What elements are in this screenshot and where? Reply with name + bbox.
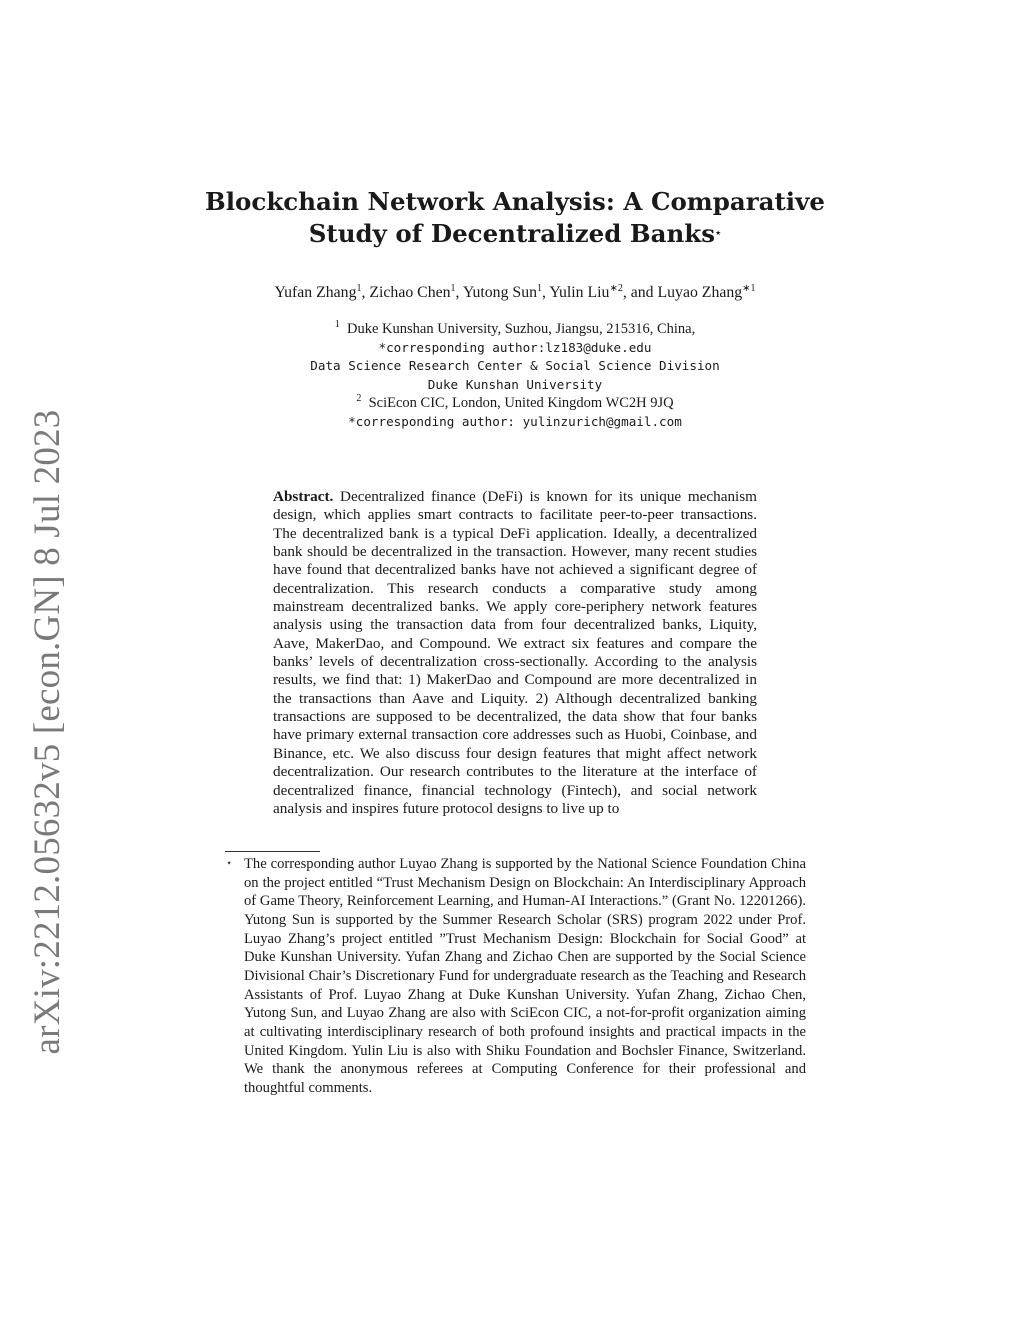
arxiv-identifier: arXiv:2212.05632v5 [econ.GN] 8 Jul 2023	[27, 409, 68, 1055]
footnote-text: The corresponding author Luyao Zhang is supported by the National Science Foundation China on the project entitled “Trust Mechanism Design on Blockchain: An Interdisciplinary Approach of Game Theory, Reinforcement Learning, and Human-AI Interactions.” (Grant No. 12201266). Yutong Sun is supported by the Summer Research Scholar (SRS) program 2022 under Prof. Luyao Zhang’s project entitled ”Trust Mechanism Design: Blockchain for Social Good” at Duke Kunshan University. Yufan Zhang and Zichao Chen are supported by the Social Science Divisional Chair’s Discretionary Fund for undergraduate research as the Teaching and Research Assistants of Prof. Luyao Zhang at Duke Kunshan University. Yufan Zhang, Zichao Chen, Yutong Sun, and Luyao Zhang are also with SciEcon CIC, a not-for-profit organization aiming at cultivating interdisciplinary research of both profound insights and practical impacts in the United Kingdom. Yulin Liu is also with Shiku Foundation and Bochsler Finance, Switzerland. We thank the anonymous referees at Computing Conference for their professional and thoughtful comments.	[244, 856, 806, 1096]
affiliation-mark: 1	[334, 319, 340, 330]
affiliations	[220, 320, 810, 432]
abstract-label: Abstract.	[273, 488, 334, 505]
author-name: Yutong Sun	[462, 284, 538, 301]
author-separator: ,	[455, 284, 463, 301]
affiliation-1	[220, 320, 810, 339]
affiliation-2-text: SciEcon CIC, London, United Kingdom WC2H 9JQ	[368, 395, 674, 412]
affiliation-1-contact: *corresponding author:lz183@duke.edu	[378, 339, 652, 355]
footnote-mark: ⋆	[226, 858, 233, 869]
paper-title	[200, 186, 830, 250]
author-affiliation-mark: ∗1	[742, 283, 756, 294]
title-footnote-mark: ⋆	[715, 228, 722, 239]
footnote	[226, 855, 806, 1098]
title-line-2	[200, 218, 830, 250]
author-name: Yulin Liu	[549, 284, 610, 301]
affiliation-mark: 2	[356, 393, 362, 405]
author-separator: ,	[542, 284, 550, 301]
title-line-1: Blockchain Network Analysis: A Comparative	[205, 187, 825, 216]
author-name: Yufan Zhang	[274, 284, 357, 301]
author-name: Luyao Zhang	[657, 284, 743, 301]
author-list	[170, 284, 860, 302]
author-affiliation-mark: 1	[356, 283, 362, 294]
abstract-text: Decentralized finance (DeFi) is known for its unique mechanism design, which applies smart contracts to facilitate peer-to-peer transactions. The decentralized bank is a typical DeFi application. Ideally, a decentralized bank should be decentralized in the transaction. However, many recent studies have found that decentralized banks have not achieved a significant degree of decentralization. This research conducts a comparative study among mainstream decentralized banks. We apply core-periphery network features analysis using the transaction data from four decentralized banks, Liquity, Aave, MakerDao, and Compound. We extract six features and compare the banks’ levels of decentralization cross-sectionally. According to the analysis results, we find that: 1) MakerDao and Compound are more decentralized in the transactions than Aave and Liquity. 2) Although decentralized banking transactions are supposed to be decentralized, the data show that four banks have primary external transaction core addresses such as Huobi, Coinbase, and Binance, etc. We also discuss four design features that might affect network decentralization. Our research contributes to the literature at the interface of decentralized finance, financial technology (Fintech), and social network analysis and inspires future protocol designs to live up to	[273, 488, 758, 817]
affiliation-2	[220, 394, 810, 413]
author-affiliation-mark: ∗2	[609, 283, 623, 294]
affiliation-1-center: Data Science Research Center & Social Science Division	[310, 358, 720, 374]
author-separator: ,	[361, 284, 370, 301]
affiliation-1-university: Duke Kunshan University	[427, 376, 603, 392]
affiliation-1-text: Duke Kunshan University, Suzhou, Jiangsu, 215316, China,	[347, 321, 696, 337]
author-separator: , and	[622, 284, 658, 301]
title-line-2-text: Study of Decentralized Banks	[308, 219, 716, 248]
author-affiliation-mark: 1	[450, 283, 456, 294]
footnote-rule	[225, 851, 320, 852]
author-name: Zichao Chen	[369, 284, 451, 301]
author-affiliation-mark: 1	[537, 283, 543, 294]
abstract	[273, 488, 757, 818]
affiliation-2-contact: *corresponding author: yulinzurich@gmail.com	[348, 413, 682, 429]
